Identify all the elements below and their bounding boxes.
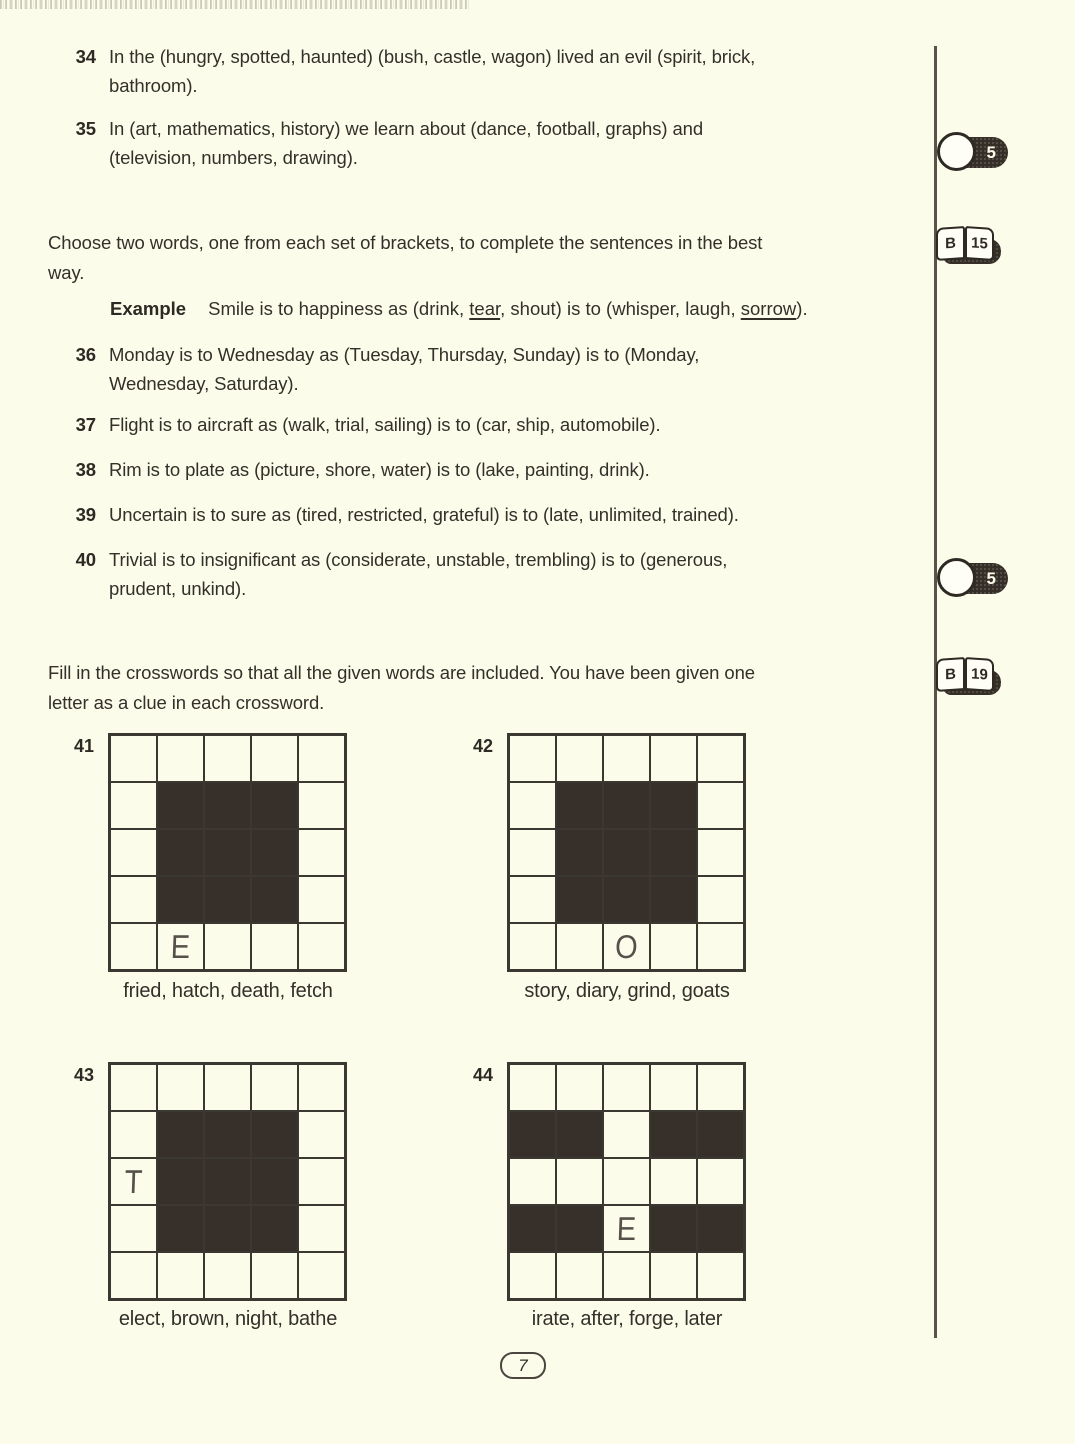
crossword-cell [650,735,697,782]
page-number-badge [500,1352,546,1379]
question-number: 35 [75,118,96,139]
crossword-cell [251,923,298,970]
crossword-cell [298,1205,345,1252]
crossword-cell [110,1064,157,1111]
crossword-cell [650,1252,697,1299]
crossword-black-cell [204,1158,251,1205]
crossword-black-cell [251,876,298,923]
question-text: Uncertain is to sure as (tired, restricted, grateful) is to (late, unlimited, trained). [109,504,739,525]
question-35 [66,114,703,172]
crossword-cell [697,829,744,876]
crossword-cell [509,782,556,829]
score-value: 5 [986,568,996,588]
crossword-cell [509,876,556,923]
example-label: Example [110,298,187,319]
crossword-black-cell [157,829,204,876]
crossword-cell [110,1111,157,1158]
crossword-cell [603,923,650,970]
crossword-cell [298,782,345,829]
question-37 [66,410,661,439]
crossword-cell [650,1064,697,1111]
score-circle-icon [937,558,976,597]
crossword-black-cell [204,829,251,876]
crossword-cell [157,735,204,782]
crossword-cell [204,923,251,970]
crossword-black-cell [556,829,603,876]
crossword-cell [509,1158,556,1205]
crossword-cell [556,1158,603,1205]
score-circle-icon [937,132,976,171]
crossword-black-cell [650,782,697,829]
crossword-cell [110,1205,157,1252]
crossword-cell [110,829,157,876]
crossword-cell [157,1064,204,1111]
question-38 [66,455,650,484]
crossword-cell [697,782,744,829]
book-reference-icon [936,227,1006,269]
crossword-black-cell [157,876,204,923]
crossword-cell [204,735,251,782]
question-text: Flight is to aircraft as (walk, trial, sailing) is to (car, ship, automobile). [109,414,661,435]
crossword-42-grid [507,733,746,972]
crossword-43-grid [108,1062,347,1301]
crossword-cell [650,923,697,970]
crossword-black-cell [509,1205,556,1252]
crossword-cell [298,1111,345,1158]
crossword-cell [603,735,650,782]
question-text: In (art, mathematics, history) we learn about (dance, football, graphs) and (television, numbers, drawing). [109,118,704,168]
crossword-cell [697,923,744,970]
crossword-black-cell [204,1205,251,1252]
section-instruction-crosswords: Fill in the crosswords so that all the given words are included. You have been given one letter as a clue in each crossword. [48,662,755,713]
crossword-cell [157,1252,204,1299]
crossword-cell [298,735,345,782]
crossword-43-words: elect, brown, night, bathe [118,1308,338,1330]
crossword-black-cell [556,782,603,829]
crossword-black-cell [251,782,298,829]
crossword-cell [110,1252,157,1299]
crossword-cell [603,1158,650,1205]
book-page-number: 19 [965,657,994,692]
crossword-black-cell [509,1111,556,1158]
crossword-44-number: 44 [473,1065,494,1085]
crossword-cell [603,1205,650,1252]
crossword-cell [298,876,345,923]
question-number: 40 [75,549,96,570]
crossword-cell [697,1252,744,1299]
crossword-41-words: fried, hatch, death, fetch [123,980,333,1002]
crossword-black-cell [251,829,298,876]
crossword-cell [298,829,345,876]
crossword-clue-letter: E [170,927,191,965]
crossword-cell [509,923,556,970]
crossword-black-cell [157,1205,204,1252]
crossword-cell [509,1064,556,1111]
crossword-cell [204,1252,251,1299]
question-36 [66,340,699,398]
crossword-cell [110,782,157,829]
example-row [110,294,808,323]
crossword-black-cell [157,782,204,829]
crossword-41-number: 41 [74,736,95,756]
crossword-cell [251,1252,298,1299]
crossword-black-cell [556,1205,603,1252]
crossword-black-cell [650,876,697,923]
crossword-43-number: 43 [74,1065,95,1085]
crossword-black-cell [603,829,650,876]
question-text: Trivial is to insignificant as (considerate, unstable, trembling) is to (generous, prudent, unkind). [109,549,728,599]
crossword-42-number: 42 [473,736,494,756]
crossword-cell [697,735,744,782]
question-40 [66,545,727,603]
crossword-cell [556,735,603,782]
crossword-cell [556,923,603,970]
crossword-black-cell [556,1111,603,1158]
score-value: 5 [986,142,996,162]
crossword-black-cell [697,1205,744,1252]
crossword-clue-letter: O [614,927,639,965]
question-39 [66,500,739,529]
crossword-cell [204,1064,251,1111]
crossword-cell [110,1158,157,1205]
example-underlined-word: tear [469,298,501,319]
crossword-black-cell [251,1158,298,1205]
crossword-41-grid [108,733,347,972]
book-reference-icon [936,658,1006,700]
question-text: Rim is to plate as (picture, shore, water) is to (lake, painting, drink). [109,459,650,480]
crossword-cell [298,1158,345,1205]
crossword-cell [697,876,744,923]
crossword-cell [603,1111,650,1158]
question-text: Monday is to Wednesday as (Tuesday, Thursday, Sunday) is to (Monday, Wednesday, Saturday). [109,344,700,394]
book-page-letter: B [936,226,965,261]
crossword-black-cell [650,829,697,876]
crossword-cell [110,876,157,923]
crossword-black-cell [157,1111,204,1158]
crossword-cell [251,735,298,782]
crossword-black-cell [204,876,251,923]
example-underlined-word: sorrow [740,298,797,319]
crossword-black-cell [251,1205,298,1252]
crossword-cell [509,1252,556,1299]
crossword-black-cell [603,782,650,829]
crossword-cell [650,1158,697,1205]
crossword-cell [251,1064,298,1111]
crossword-cell [509,829,556,876]
crossword-black-cell [157,1158,204,1205]
crossword-cell [298,923,345,970]
crossword-42-words: story, diary, grind, goats [524,980,730,1002]
crossword-black-cell [650,1205,697,1252]
book-page-number: 15 [965,226,994,261]
example-text: Smile is to happiness as (drink, tear, shout) is to (whisper, laugh, sorrow). [208,298,808,319]
question-number: 34 [75,46,96,67]
section-instruction-analogies: Choose two words, one from each set of brackets, to complete the sentences in the best way. [48,232,763,283]
crossword-cell [697,1158,744,1205]
crossword-cell [509,735,556,782]
crossword-black-cell [650,1111,697,1158]
page-number: 7 [518,1355,528,1375]
crossword-cell [697,1064,744,1111]
crossword-44-grid [507,1062,746,1301]
book-page-letter: B [936,657,965,692]
question-text: In the (hungry, spotted, haunted) (bush, castle, wagon) lived an evil (spirit, brick, bathroom). [109,46,756,96]
crossword-black-cell [251,1111,298,1158]
crossword-cell [110,923,157,970]
crossword-cell [556,1064,603,1111]
crossword-cell [110,735,157,782]
crossword-clue-letter: E [616,1209,637,1247]
crossword-black-cell [204,1111,251,1158]
crossword-cell [157,923,204,970]
crossword-cell [603,1252,650,1299]
question-34 [66,42,755,100]
crossword-44-words: irate, after, forge, later [531,1308,723,1330]
crossword-black-cell [603,876,650,923]
question-number: 38 [75,459,96,480]
crossword-cell [298,1252,345,1299]
crossword-black-cell [204,782,251,829]
crossword-cell [603,1064,650,1111]
crossword-cell [556,1252,603,1299]
question-number: 37 [75,414,96,435]
crossword-black-cell [556,876,603,923]
crossword-clue-letter: T [123,1162,144,1200]
question-number: 36 [75,344,96,365]
crossword-black-cell [697,1111,744,1158]
crossword-cell [298,1064,345,1111]
scan-noise-strip [0,0,470,9]
question-number: 39 [75,504,96,525]
